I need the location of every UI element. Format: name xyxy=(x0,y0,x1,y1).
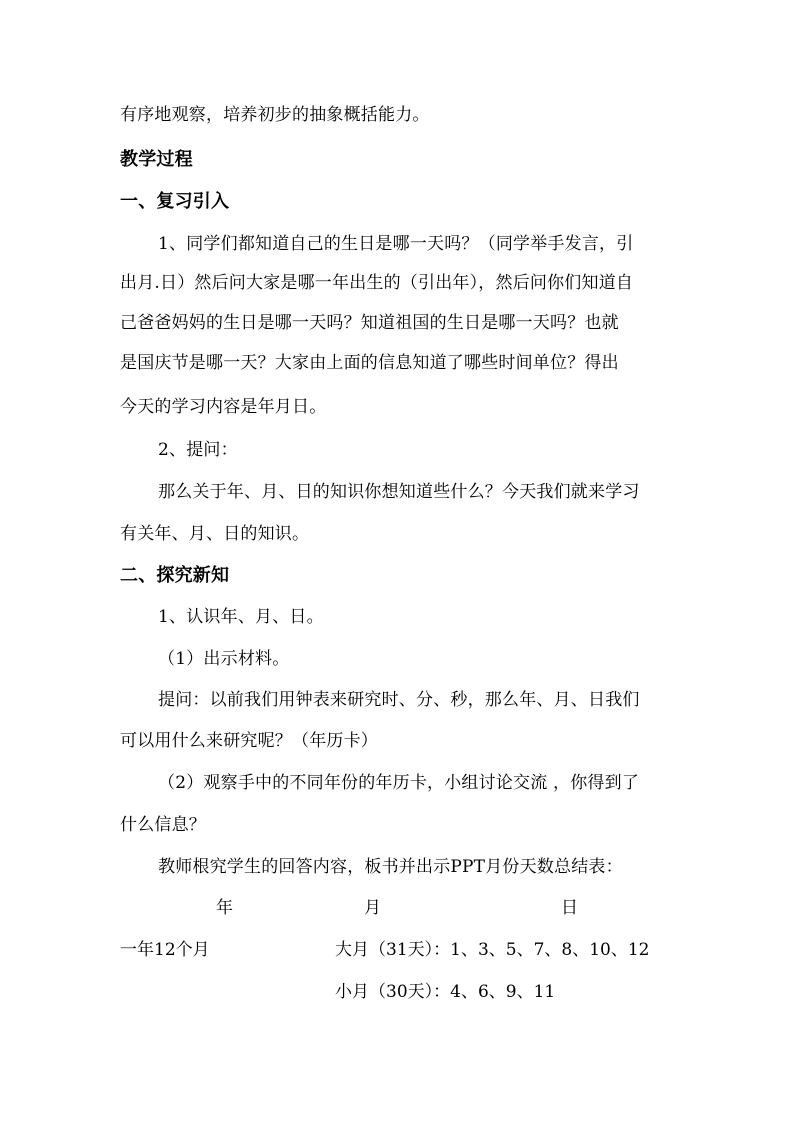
part1-p3-line: 那么关于年、月、日的知识你想知道些什么？今天我们就来学习 xyxy=(158,482,640,502)
part2-heading: 二、探究新知 xyxy=(120,565,230,586)
part2-p3-line: 提问：以前我们用钟表来研究时、分、秒，那么年、月、日我们 xyxy=(158,690,640,710)
part2-p2: （1）出示材料。 xyxy=(158,649,290,669)
table-small-month-row: 小月（30天）：4、6、9、11 xyxy=(335,982,556,1002)
table-year-cell: 一年12个月 xyxy=(120,940,210,960)
part2-p1: 1、认识年、月、日。 xyxy=(158,607,324,627)
section-title: 教学过程 xyxy=(120,149,193,170)
table-header-day: 日 xyxy=(561,898,578,918)
intro-tail-text: 有序地观察，培养初步的抽象概括能力。 xyxy=(120,105,430,125)
part1-p1-line: 是国庆节是哪一天？大家由上面的信息知道了哪些时间单位？得出 xyxy=(120,353,619,373)
part1-p1-line: 今天的学习内容是年月日。 xyxy=(120,397,327,417)
part1-p1-line: 出月.日）然后问大家是哪一年出生的（引出年），然后问你们知道自 xyxy=(120,273,634,293)
part1-p3-line: 有关年、月、日的知识。 xyxy=(120,524,310,544)
table-big-month-row: 大月（31天）：1、3、5、7、8、10、12 xyxy=(335,940,650,960)
table-header-year: 年 xyxy=(216,898,233,918)
part1-heading: 一、复习引入 xyxy=(120,191,230,212)
part1-p2: 2、提问： xyxy=(158,440,238,460)
part2-p4-line: （2）观察手中的不同年份的年历卡，小组讨论交流 ，你得到了 xyxy=(158,773,640,793)
part1-p1-line: 己爸爸妈妈的生日是哪一天吗？知道祖国的生日是哪一天吗？也就 xyxy=(120,313,619,333)
part2-p3-line: 可以用什么来研究呢？（年历卡） xyxy=(120,731,378,751)
part1-p1-line: 1、同学们都知道自己的生日是哪一天吗？（同学举手发言，引 xyxy=(158,234,634,254)
part2-p5: 教师根究学生的回答内容，板书并出示PPT月份天数总结表： xyxy=(158,857,623,877)
part2-p4-line: 什么信息？ xyxy=(120,815,206,835)
table-header-month: 月 xyxy=(364,898,381,918)
